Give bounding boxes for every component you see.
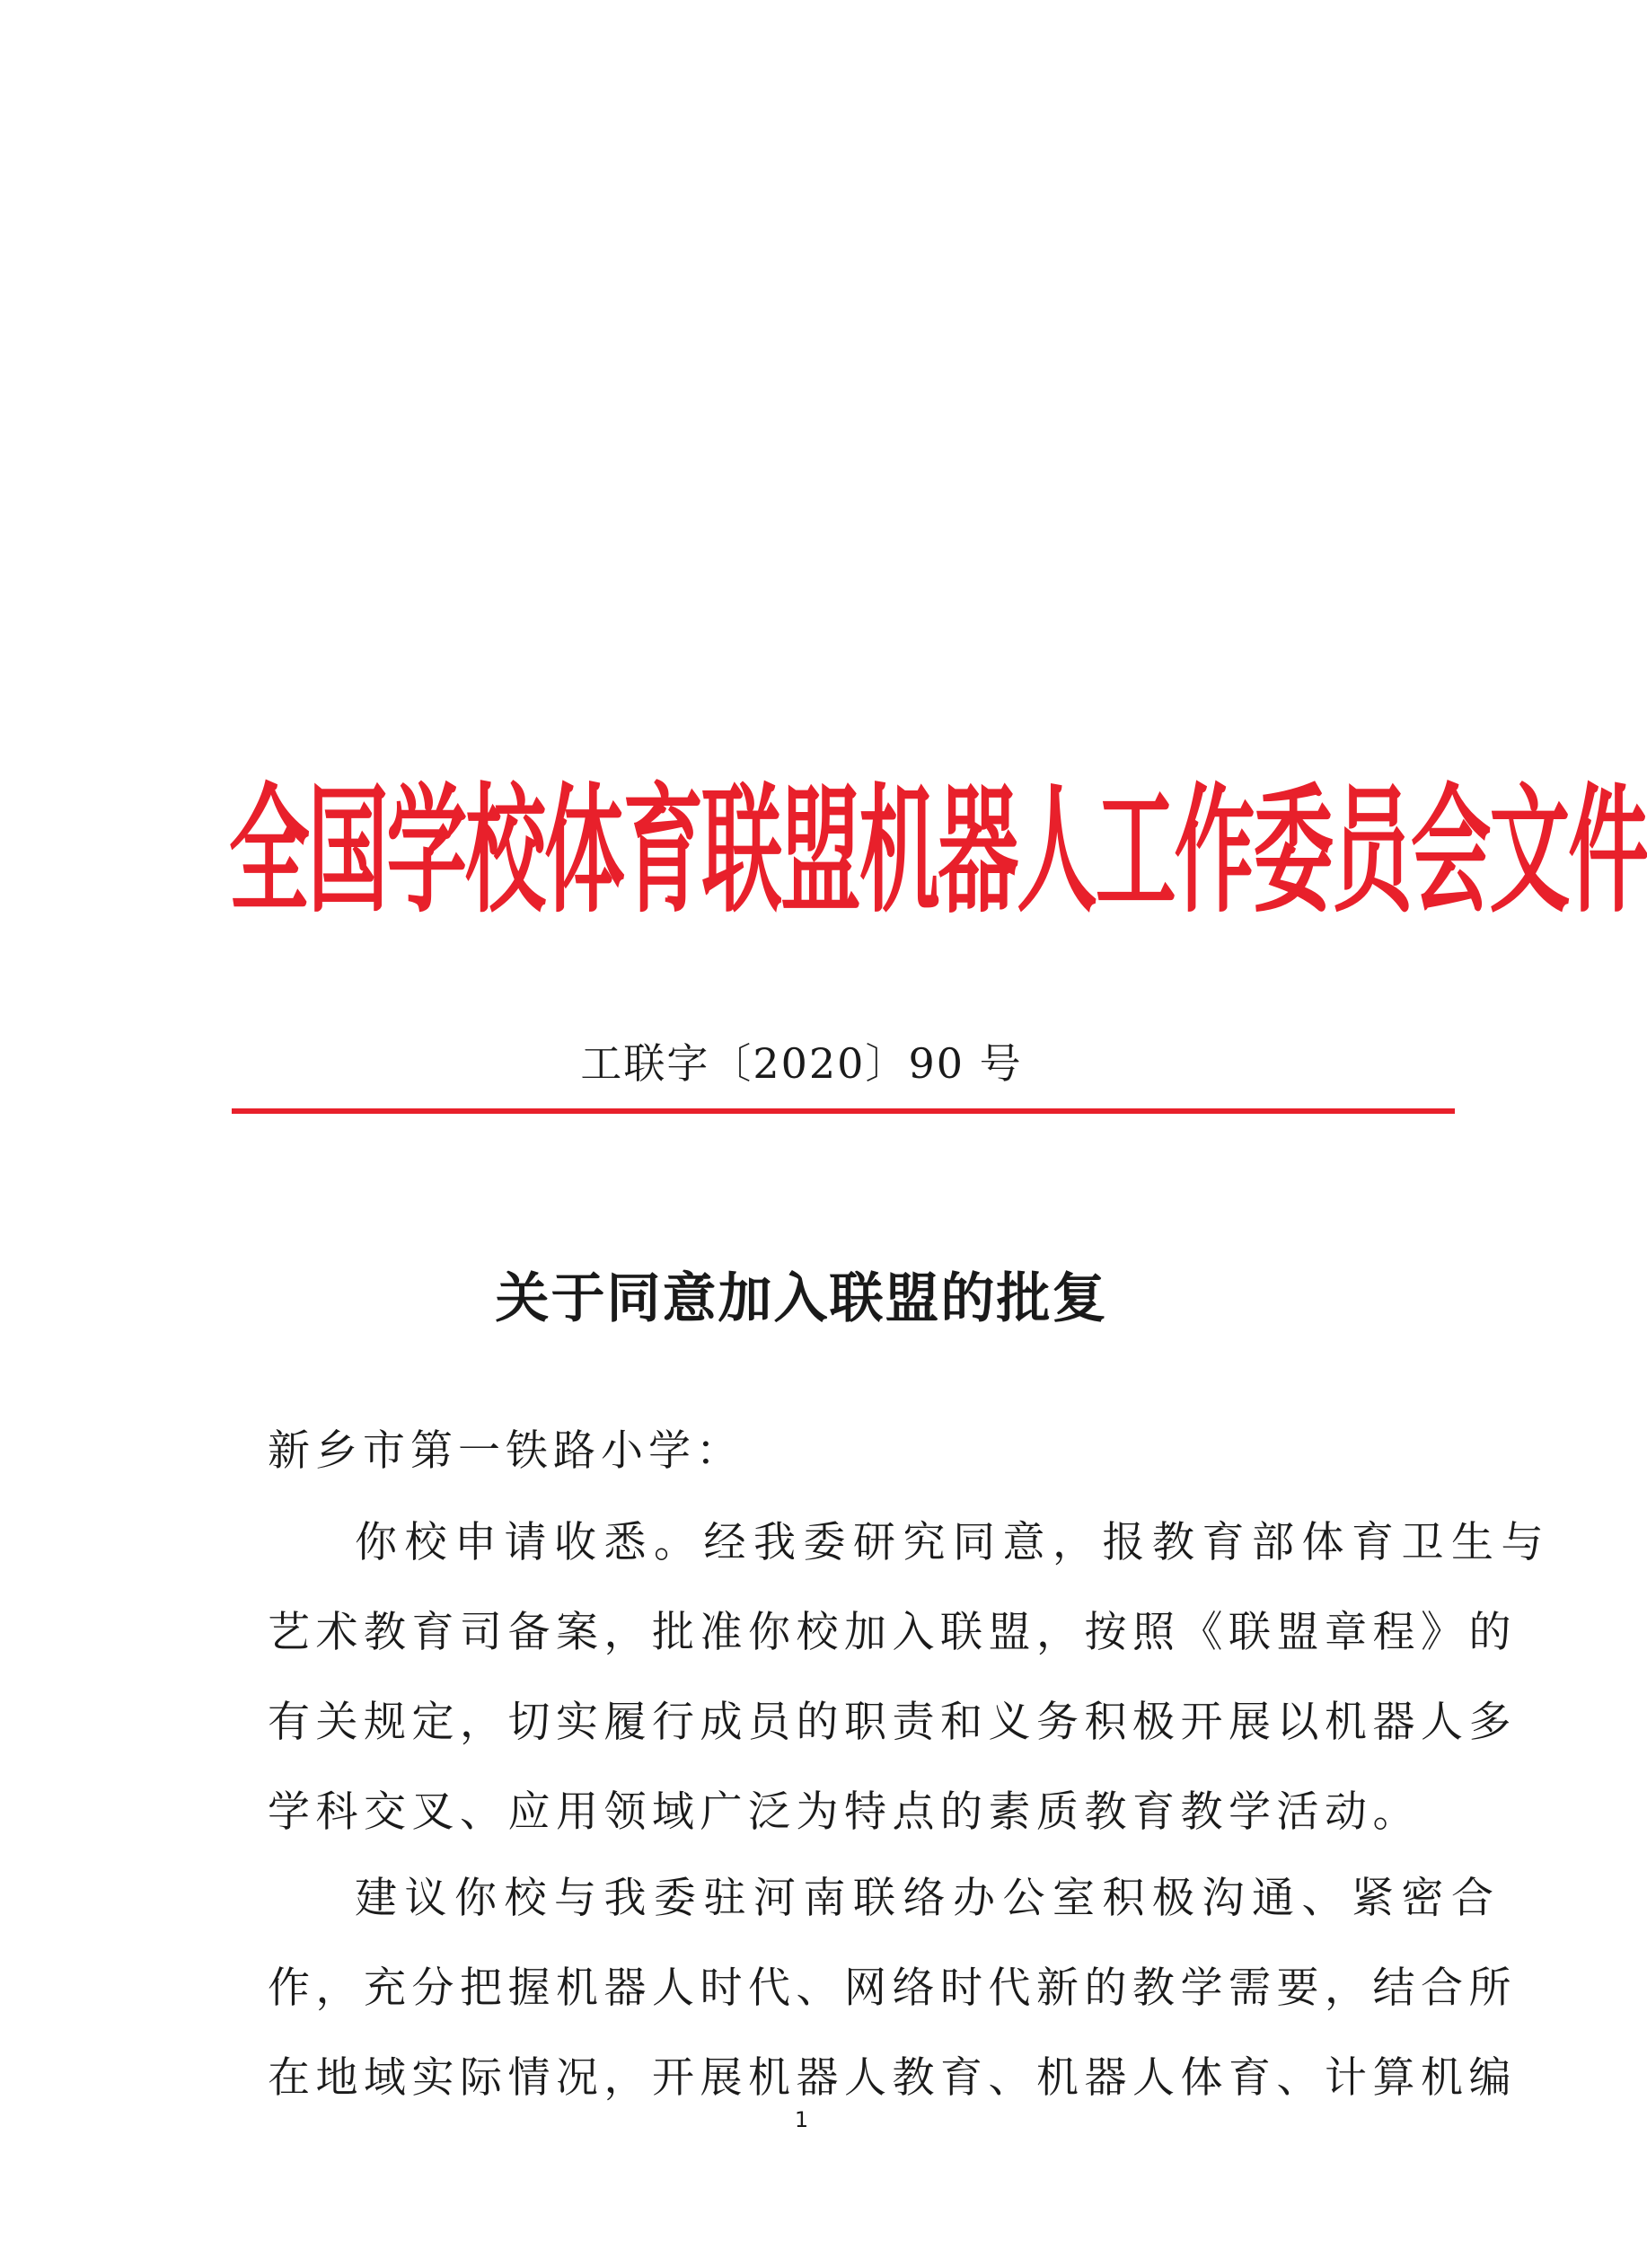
body-line: 艺术教育司备案，批准你校加入联盟，按照《联盟章程》的	[268, 1608, 1517, 1657]
body-line: 建议你校与我委驻河南联络办公室积极沟通、紧密合	[355, 1874, 1502, 1923]
body-line: 有关规定，切实履行成员的职责和义务积极开展以机器人多	[268, 1698, 1517, 1747]
body-line: 学科交叉、应用领域广泛为特点的素质教育教学活动。	[268, 1787, 1421, 1837]
salutation: 新乡市第一铁路小学：	[268, 1426, 744, 1476]
document-title: 关于同意加入联盟的批复	[495, 1267, 1108, 1330]
masthead	[229, 753, 1647, 950]
masthead-title: 全国学校体育联盟机器人工作委员会文件	[229, 770, 1647, 932]
red-divider	[232, 1108, 1455, 1114]
body-line: 在地域实际情况，开展机器人教育、机器人体育、计算机编	[268, 2053, 1517, 2103]
body-line: 你校申请收悉。经我委研究同意，报教育部体育卫生与	[355, 1518, 1551, 1567]
page-number: 1	[794, 2107, 809, 2132]
document-number: 工联字〔2020〕90 号	[580, 1039, 1023, 1088]
body-line: 作，充分把握机器人时代、网络时代新的教学需要，结合所	[268, 1964, 1517, 2013]
